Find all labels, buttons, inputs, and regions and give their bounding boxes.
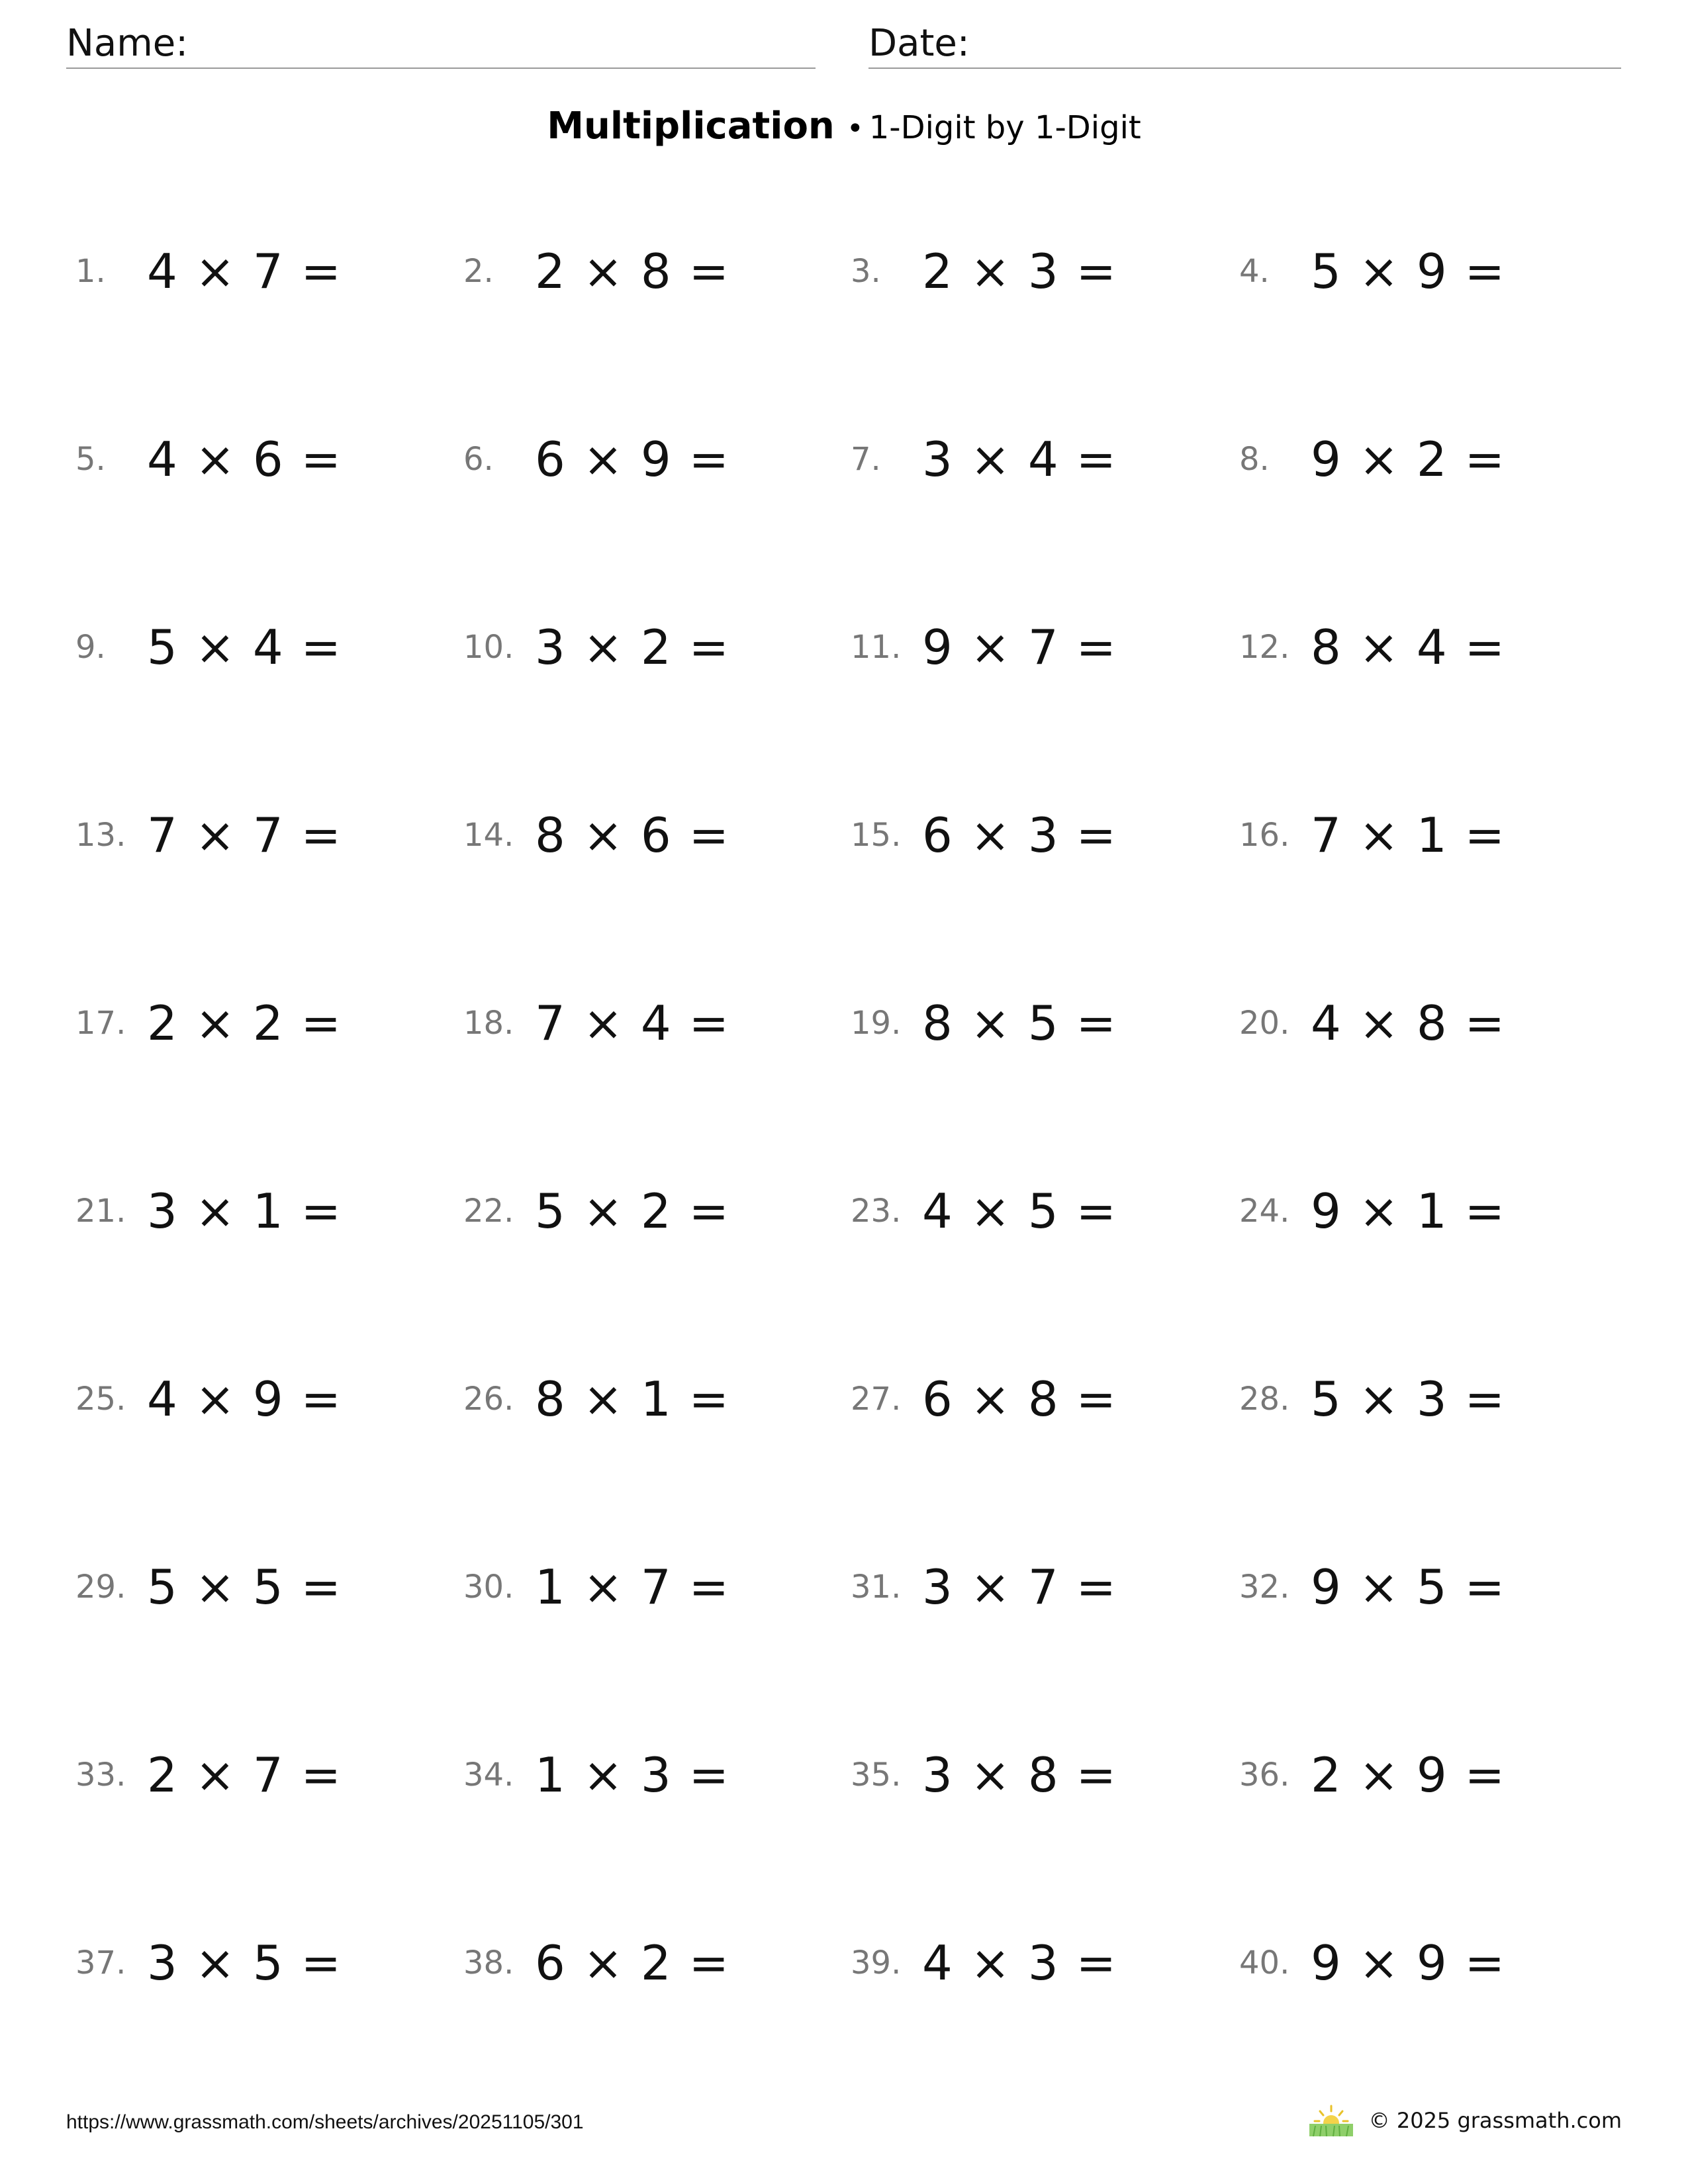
problem-number: 5.	[75, 441, 106, 478]
problem-expression: 9 × 2 =	[1311, 432, 1506, 487]
problem-number: 34.	[463, 1756, 514, 1794]
problem-number: 35.	[851, 1756, 902, 1794]
problem-number: 2.	[463, 253, 494, 290]
problem-number: 7.	[851, 441, 881, 478]
problem-expression: 8 × 4 =	[1311, 619, 1506, 675]
problem-number: 24.	[1239, 1193, 1290, 1230]
problem-expression: 9 × 5 =	[1311, 1559, 1506, 1615]
problem-number: 16.	[1239, 817, 1290, 854]
problem-expression: 6 × 3 =	[922, 807, 1117, 863]
problem-expression: 7 × 7 =	[147, 807, 342, 863]
problem-number: 32.	[1239, 1569, 1290, 1606]
problem-expression: 5 × 9 =	[1311, 244, 1506, 299]
problem-expression: 3 × 7 =	[922, 1559, 1117, 1615]
problem-expression: 4 × 6 =	[147, 432, 342, 487]
problem-number: 4.	[1239, 253, 1270, 290]
copyright-text: © 2025 grassmath.com	[1368, 2108, 1622, 2133]
problem-expression: 6 × 8 =	[922, 1371, 1117, 1427]
problem-expression: 3 × 1 =	[147, 1183, 342, 1239]
problem-number: 1.	[75, 253, 106, 290]
problem-number: 22.	[463, 1193, 514, 1230]
footer-branding	[1308, 2103, 1622, 2138]
problem-expression: 1 × 3 =	[535, 1747, 730, 1803]
problem-expression: 3 × 5 =	[147, 1935, 342, 1991]
problem-expression: 7 × 4 =	[535, 995, 730, 1051]
problem-number: 30.	[463, 1569, 514, 1606]
title-main: Multiplication	[547, 105, 835, 148]
name-field[interactable]	[66, 20, 816, 69]
problem-number: 26.	[463, 1381, 514, 1418]
problem-expression: 3 × 4 =	[922, 432, 1117, 487]
problem-number: 18.	[463, 1005, 514, 1042]
problem-expression: 5 × 4 =	[147, 619, 342, 675]
problem-expression: 8 × 5 =	[922, 995, 1117, 1051]
problem-number: 39.	[851, 1944, 902, 1981]
problem-expression: 7 × 1 =	[1311, 807, 1506, 863]
problem-number: 6.	[463, 441, 494, 478]
problem-number: 36.	[1239, 1756, 1290, 1794]
problem-expression: 1 × 7 =	[535, 1559, 730, 1615]
problem-number: 9.	[75, 629, 106, 666]
problem-grid	[0, 232, 1688, 2118]
problem-number: 8.	[1239, 441, 1270, 478]
problem-number: 17.	[75, 1005, 126, 1042]
date-label: Date:	[868, 22, 970, 65]
problem-expression: 9 × 9 =	[1311, 1935, 1506, 1991]
problem-number: 12.	[1239, 629, 1290, 666]
problem-expression: 6 × 9 =	[535, 432, 730, 487]
title-subtitle: 1-Digit by 1-Digit	[868, 109, 1141, 146]
problem-number: 40.	[1239, 1944, 1290, 1981]
problem-expression: 4 × 9 =	[147, 1371, 342, 1427]
problem-expression: 9 × 1 =	[1311, 1183, 1506, 1239]
problem-expression: 2 × 2 =	[147, 995, 342, 1051]
footer-url: https://www.grassmath.com/sheets/archives/20251105/301	[66, 2111, 584, 2133]
problem-expression: 5 × 5 =	[147, 1559, 342, 1615]
problem-expression: 3 × 8 =	[922, 1747, 1117, 1803]
problem-number: 11.	[851, 629, 902, 666]
problem-expression: 8 × 1 =	[535, 1371, 730, 1427]
problem-number: 23.	[851, 1193, 902, 1230]
title-separator: •	[846, 112, 864, 146]
problem-number: 28.	[1239, 1381, 1290, 1418]
problem-number: 33.	[75, 1756, 126, 1794]
date-field[interactable]	[868, 20, 1621, 69]
problem-number: 37.	[75, 1944, 126, 1981]
problem-number: 31.	[851, 1569, 902, 1606]
problem-number: 38.	[463, 1944, 514, 1981]
problem-expression: 5 × 3 =	[1311, 1371, 1506, 1427]
problem-expression: 4 × 3 =	[922, 1935, 1117, 1991]
grass-sun-logo-icon	[1308, 2103, 1354, 2138]
problem-number: 25.	[75, 1381, 126, 1418]
problem-number: 20.	[1239, 1005, 1290, 1042]
name-label: Name:	[66, 22, 189, 65]
problem-expression: 4 × 7 =	[147, 244, 342, 299]
problem-number: 19.	[851, 1005, 902, 1042]
problem-expression: 5 × 2 =	[535, 1183, 730, 1239]
problem-number: 3.	[851, 253, 881, 290]
problem-expression: 2 × 7 =	[147, 1747, 342, 1803]
problem-expression: 2 × 8 =	[535, 244, 730, 299]
problem-number: 15.	[851, 817, 902, 854]
worksheet-title	[0, 105, 1688, 148]
problem-expression: 2 × 3 =	[922, 244, 1117, 299]
problem-expression: 4 × 8 =	[1311, 995, 1506, 1051]
problem-number: 10.	[463, 629, 514, 666]
problem-expression: 2 × 9 =	[1311, 1747, 1506, 1803]
problem-expression: 9 × 7 =	[922, 619, 1117, 675]
problem-expression: 6 × 2 =	[535, 1935, 730, 1991]
problem-number: 21.	[75, 1193, 126, 1230]
problem-number: 29.	[75, 1569, 126, 1606]
problem-number: 13.	[75, 817, 126, 854]
problem-expression: 8 × 6 =	[535, 807, 730, 863]
problem-number: 27.	[851, 1381, 902, 1418]
problem-expression: 3 × 2 =	[535, 619, 730, 675]
problem-expression: 4 × 5 =	[922, 1183, 1117, 1239]
problem-number: 14.	[463, 817, 514, 854]
